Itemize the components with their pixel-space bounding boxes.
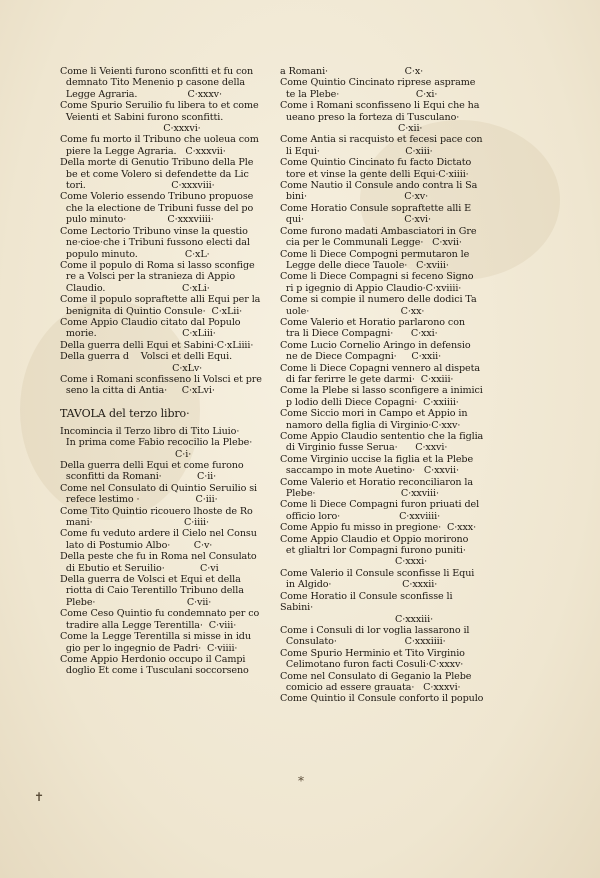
- index-entry: Come Appio Claudio citato dal Populo morie. C·xLiii·: [60, 316, 241, 340]
- index-entry: Come Siccio mori in Campo et Appio in namoro della figlia di Virginio·C·xxv·: [280, 408, 468, 431]
- index-entry: Come Tito Quintio ricouero lhoste de Ro mani· C·iiii·: [60, 505, 253, 529]
- index-entry: Della guerra delli Equi et come furono sconfitti da Romani· C·ii·: [60, 460, 244, 483]
- index-entry: Come Horatio Consule sopraftette alli E qui· C·xvi·: [280, 202, 472, 226]
- index-entry: Come li Veienti furono sconfitti et fu con demnato Tito Menenio p casone della Legge Agraria. C·xxxv·: [60, 66, 254, 100]
- index-entry: Della guerra delli Equi et Sabini·C·xLiiii·: [60, 339, 254, 351]
- section-heading: TAVOLA del terzo libro·: [60, 406, 190, 420]
- index-entry: Come Appio Herdonio occupo il Campi doglio Et come i Tusculani soccorseno: [60, 653, 249, 677]
- index-entry: Come Quintio Cincinato riprese asprame te la Plebe· C·xi·: [280, 77, 476, 100]
- index-entry: Come li Diece Copagni vennero al dispeta di far ferirre le gete darmi· C·xxiii·: [280, 362, 480, 385]
- index-entry: Della morte di Genutio Tribuno della Ple be et come Volero si defendette da Lic tori. C·xxxviii·: [60, 157, 254, 192]
- index-entry: Come i Romani sconfisseno li Equi che ha ueano preso la forteza di Tusculano· C·xii·: [280, 100, 480, 135]
- index-entry: Come furono madati Ambasciatori in Gre cia per le Communali Legge· C·xvii·: [280, 225, 477, 249]
- index-entry: Come Valerio et Horatio parlarono con tra li Diece Compagni· C·xxi·: [280, 316, 465, 340]
- printers-mark-icon: ✝: [34, 790, 45, 804]
- left-entries-top: [60, 66, 272, 397]
- index-entry: Come Virginio uccise la figlia et la Plebe saccampo in mote Auetino· C·xxvii·: [280, 453, 474, 477]
- index-entry: Come nel Consulato di Geganio la Plebe comicio ad essere grauata· C·xxxvi·: [280, 670, 472, 693]
- index-entry: Come Volerio essendo Tribuno propuose che la electione de Tribuni fusse del po pulo minuto· C·xxxviiii·: [60, 191, 254, 226]
- index-entry: Come Ceso Quintio fu condemnato per co tradire alla Legge Terentilla· C·viii·: [60, 608, 260, 631]
- index-entry: Come Valerio et Horatio reconciliaron la Plebe· C·xxviii·: [280, 476, 473, 500]
- index-entry: Come li Diece Compagni furon priuati del officio loro· C·xxviiii·: [280, 499, 480, 522]
- index-entry: Come si compie il numero delle dodici Ta uole· C·xx·: [280, 294, 477, 317]
- index-entry: Della guerra d Volsci et delli Equi. C·xLv·: [60, 351, 233, 374]
- index-entry: Come Quintio Cincinato fu facto Dictato tore et vinse la gente delli Equi·C·xiiii·: [280, 157, 472, 180]
- index-entry: Come Lucio Cornelio Aringo in defensio ne de Diece Compagni· C·xxii·: [280, 339, 471, 363]
- left-column: [60, 66, 272, 677]
- index-entry: Come il populo sopraftette alli Equi per la benignita di Quintio Consule· C·xLii·: [60, 294, 261, 317]
- printers-mark-icon: ⁎: [298, 770, 304, 784]
- index-entry: Come Spurio Herminio et Tito Virginio Celimotano furon facti Cosuli·C·xxxv·: [280, 647, 465, 671]
- index-entry: Come li Diece Compagni si feceno Signo ri p igegnio di Appio Claudio·C·xviiii·: [280, 271, 474, 294]
- index-entry: Come Lectorio Tribuno vinse la questio ne·cioe·che i Tribuni fussono electi dal populo minuto. C·xL·: [60, 225, 250, 260]
- index-entry: Come li Diece Compogni permutaron le Legge delle diece Tauole· C·xviii·: [280, 248, 470, 271]
- index-entry: Come nel Consulato di Quintio Seruilio si refece lestimo · C·iii·: [60, 482, 258, 506]
- index-entry: Della guerra de Volsci et Equi et della riotta di Caio Terentillo Tribuno della Plebe· C·vii·: [60, 574, 244, 608]
- index-entry: Come il populo di Roma si lasso sconfige re a Volsci per la stranieza di Appio Claudio. C·xLi·: [60, 259, 255, 294]
- index-entry: Come la Plebe si lasso sconfigere a inimici p lodio delli Diece Copagni· C·xxiiii·: [280, 385, 483, 408]
- right-column: [280, 66, 488, 705]
- index-entry: Come i Romani sconfisseno li Volsci et pre seno la citta di Antia· C·xLvi·: [60, 373, 262, 397]
- index-entry: Come Appio Claudio sententio che la figlia di Virginio fusse Serua· C·xxvi·: [280, 431, 484, 454]
- index-entry: Come Spurio Seruilio fu libera to et come Veienti et Sabini furono sconfitti. C·xxxvi·: [60, 100, 259, 135]
- index-entry: Come Quintio il Consule conforto il populo: [280, 693, 484, 705]
- index-entry: Incomincia il Terzo libro di Tito Liuio· In prima come Fabio recocilio la Plebe· C·i·: [60, 425, 253, 460]
- index-entry: Come Horatio il Consule sconfisse li Sabini· C·xxxiii·: [280, 590, 453, 625]
- index-entry: Della peste che fu in Roma nel Consulato di Ebutio et Seruilio· C·vi: [60, 551, 257, 574]
- index-entry: Come Appio fu misso in pregione· C·xxx·: [280, 522, 477, 534]
- index-entry: Come Nautio il Consule ando contra li Sa bini· C·xv·: [280, 180, 478, 203]
- index-entry: Come i Consuli di lor voglia lassarono il Consulato· C·xxxiiii·: [280, 624, 470, 648]
- index-entry: Come fu morto il Tribuno che uoleua com piere la Legge Agraria. C·xxxvii·: [60, 134, 259, 157]
- left-entries-bottom: [60, 426, 272, 677]
- index-entry: Come la Legge Terentilla si misse in idu gio per lo ingegnio de Padri· C·viiii·: [60, 631, 251, 654]
- index-entry: Come fu veduto ardere il Cielo nel Consu lato di Postumio Albo· C·v·: [60, 528, 257, 551]
- index-entry: Come Antia si racquisto et fecesi pace con li Equi· C·xiii·: [280, 134, 483, 157]
- index-entry: a Romani· C·x·: [280, 66, 424, 77]
- index-entry: Come Valerio il Consule sconfisse li Equi in Algido· C·xxxii·: [280, 567, 475, 591]
- index-entry: Come Appio Claudio et Oppio morirono et glialtri lor Compagni furono puniti· C·xxxi·: [280, 533, 469, 568]
